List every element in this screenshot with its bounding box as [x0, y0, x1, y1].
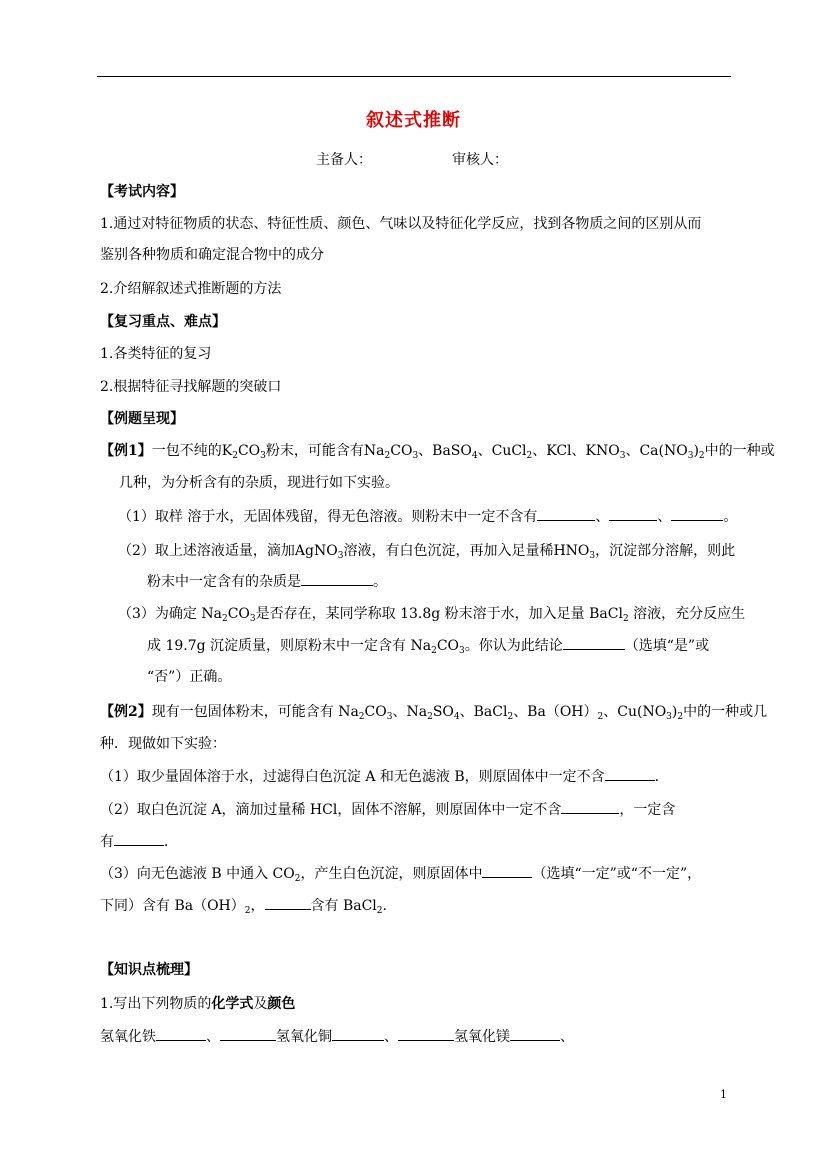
answer-blank[interactable]: [561, 800, 619, 814]
answer-blank[interactable]: [265, 896, 311, 910]
example-1-label: 【例1】: [100, 443, 152, 459]
example-2-q3-line-1: （3）向无色滤液 B 中通入 $CO_2$，产生白色沉淀，则原固体中 （选填“一定”或“不一定”，: [100, 866, 702, 884]
example-1-q3-line-1: （3）为确定 $Na_2CO_3$是否存在，某同学称取 13.8g 粉末溶于水，加入足量 BaCl$_2$ 溶液，充分反应生: [118, 606, 746, 624]
example-2-q2-line-1: （2）取白色沉淀 A，滴加过量稀 HCl，固体不溶解，则原固体中一定不含 ，一定含: [100, 802, 676, 818]
reviewer-label: 审核人：: [452, 152, 508, 168]
answer-blank[interactable]: [605, 767, 655, 781]
example-1-q3-line-3: “否”）正确。: [147, 669, 232, 685]
knowledge-fill-row: 氢氧化铁 、 氢氧化铜 、 氢氧化镁 、: [100, 1029, 574, 1045]
section-heading-key-points: 【复习重点、难点】: [100, 314, 226, 330]
answer-blank[interactable]: [563, 636, 625, 650]
example-2-line-2: 种．现做如下实验：: [100, 736, 226, 752]
preparer-label: 主备人：: [316, 152, 372, 168]
example-2-line-1: 【例2】现有一包固体粉末，可能含有 $Na_2CO_3$、$Na_2SO_4$、BaCl$_2$、$Ba(OH)_2$、$Cu(NO_3)_2$中的一种或几: [100, 704, 768, 722]
exam-content-item-2: 2.介绍解叙述式推断题的方法: [100, 281, 282, 297]
answer-blank[interactable]: [332, 1027, 384, 1041]
knowledge-item-1: 1.写出下列物质的化学式及颜色: [100, 996, 296, 1012]
key-point-2: 2.根据特征寻找解题的突破口: [100, 379, 282, 395]
exam-content-item-1b: 鉴别各种物质和确定混合物中的成分: [100, 247, 324, 263]
example-1-line-2: 几种，为分析含有的杂质，现进行如下实验。: [119, 475, 399, 491]
section-heading-exam-content: 【考试内容】: [100, 184, 184, 200]
example-1-q1: （1）取样 溶于水，无固体残留，得无色溶液。则粉末中一定不含有 、 、 。: [118, 509, 738, 525]
answer-blank[interactable]: [156, 1027, 206, 1041]
example-1-q3-line-2: 成 19.7g 沉淀质量，则原粉末中一定含有 $Na_2CO_3$。你认为此结论 （选填“是”或: [147, 638, 710, 656]
answer-blank[interactable]: [301, 572, 373, 586]
answer-blank[interactable]: [482, 864, 532, 878]
author-line: [316, 150, 508, 170]
example-2-label: 【例2】: [100, 704, 152, 720]
answer-blank[interactable]: [220, 1027, 276, 1041]
answer-blank[interactable]: [510, 1027, 560, 1041]
header-rule: [97, 76, 731, 77]
exam-content-item-1a: 1.通过对特征物质的状态、特征性质、颜色、气味以及特征化学反应，找到各物质之间的区别从而: [100, 216, 702, 232]
section-heading-knowledge: 【知识点梳理】: [100, 962, 198, 978]
page-title: 叙述式推断: [366, 110, 461, 131]
example-2-q1: （1）取少量固体溶于水，过滤得白色沉淀 A 和无色滤液 B，则原固体中一定不含 ．: [100, 769, 669, 785]
answer-blank[interactable]: [609, 507, 657, 521]
example-1-q2-line-1: （2）取上述溶液适量，滴加AgNO$_3$溶液，有白色沉淀，再加入足量稀$HNO_3$，沉淀部分溶解，则此: [118, 543, 736, 561]
section-heading-examples: 【例题呈现】: [100, 411, 184, 427]
example-1-q2-line-2: 粉末中一定含有的杂质是 。: [147, 574, 387, 590]
answer-blank[interactable]: [671, 507, 723, 521]
answer-blank[interactable]: [114, 832, 164, 846]
example-2-q2-line-2: 有 ．: [100, 834, 178, 850]
answer-blank[interactable]: [537, 507, 595, 521]
answer-blank[interactable]: [398, 1027, 454, 1041]
example-1-line-1: 【例1】一包不纯的$K_2CO_3$粉末，可能含有$Na_2CO_3$、BaSO$_4$、CuCl$_2$、KCl、$KNO_3$、$Ca(NO_3)_2$中的一种或: [100, 443, 775, 461]
example-2-q3-line-2: 下同）含有 $Ba(OH)_2$， 含有 BaCl$_2$.: [100, 898, 387, 916]
key-point-1: 1.各类特征的复习: [100, 346, 212, 362]
page-number: 1: [720, 1088, 727, 1101]
